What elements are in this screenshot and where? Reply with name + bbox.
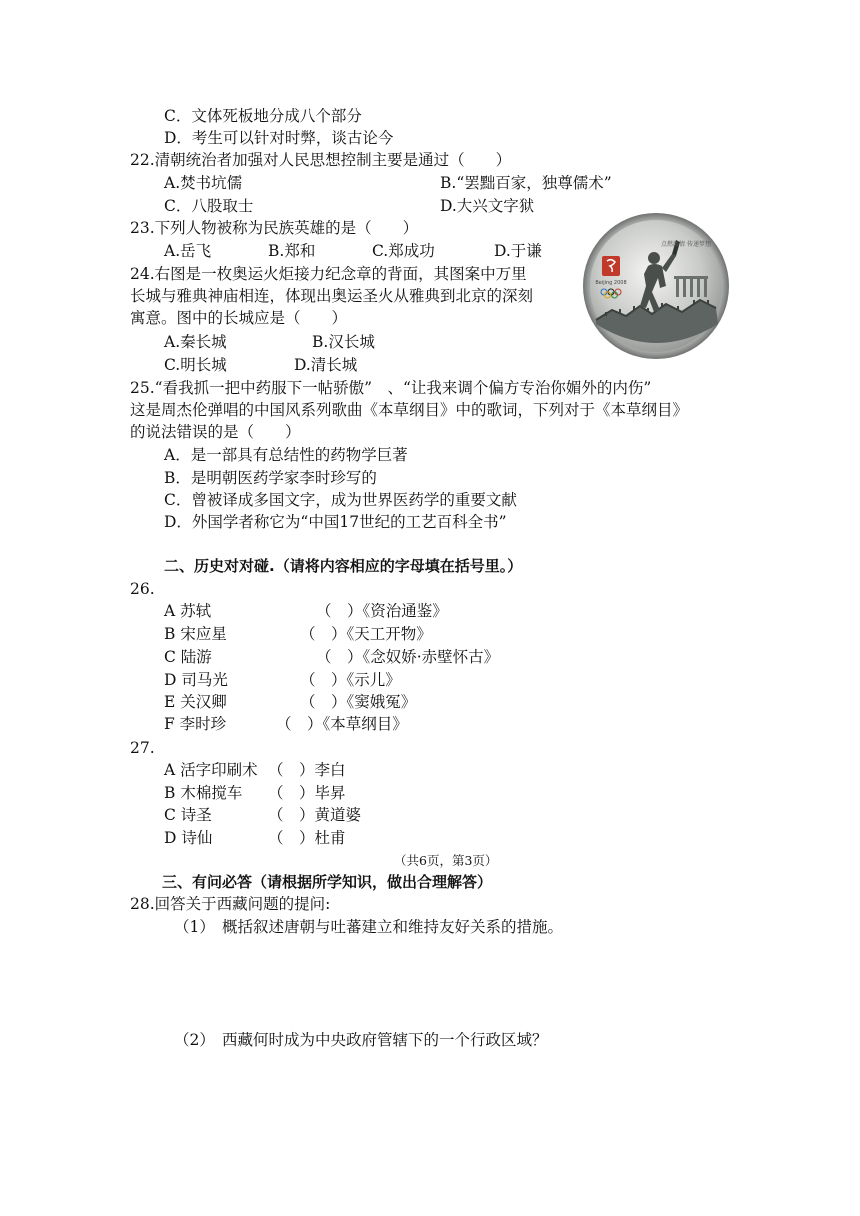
q22-option-d: D.大兴文字狱	[440, 197, 535, 215]
olympic-torch-medal-image	[582, 212, 730, 360]
page-footer: （共6页，第3页）	[394, 853, 498, 868]
q28-stem: 28.回答关于西藏问题的提问:	[130, 895, 331, 913]
q23-option-c: C.郑成功	[372, 242, 435, 260]
q27-left-item: C 诗圣	[164, 806, 212, 824]
q27-right-item: （ ）李白	[268, 761, 346, 779]
q25-line-1: 25.“看我抓一把中药服下一帖骄傲” 、“让我来调个偏方专治你媚外的内伤”	[130, 379, 652, 397]
q26-right-item: （ ）《本草纲目》	[276, 715, 408, 733]
medal-caption-top: 点燃激情 传递梦想	[661, 241, 711, 248]
q22-option-c: C．八股取士	[164, 197, 254, 215]
q27-left-item: D 诗仙	[164, 829, 213, 847]
q26-right-item: （ ）《资治通鉴》	[316, 602, 448, 620]
q27-right-item: （ ）毕昇	[268, 784, 346, 802]
q26-number: 26.	[130, 580, 155, 598]
q26-left-item: E 关汉卿	[164, 693, 227, 711]
q27-right-item: （ ）黄道婆	[268, 806, 362, 824]
q21-option-c: C．文体死板地分成八个部分	[164, 107, 362, 125]
q27-left-item: B 木棉搅车	[164, 784, 243, 802]
medal-caption-left: Beijing 2008	[595, 280, 627, 286]
q24-option-a: A.秦长城	[164, 333, 227, 351]
q25-line-2: 这是周杰伦弹唱的中国风系列歌曲《本草纲目》中的歌词，下列对于《本草纲目》	[130, 401, 689, 419]
q26-left-item: D 司马光	[164, 671, 228, 689]
q24-option-c: C.明长城	[164, 356, 227, 374]
q25-option-d: D．外国学者称它为“中国17世纪的工艺百科全书”	[164, 513, 507, 531]
q26-right-item: （ ）《窦娥冤》	[300, 693, 417, 711]
q26-right-item: （ ）《天工开物》	[300, 625, 432, 643]
q27-left-item: A 活字印刷术	[164, 761, 258, 779]
q27-number: 27.	[130, 739, 155, 757]
q26-right-item: （ ）《念奴娇·赤壁怀古》	[316, 648, 500, 666]
q28-sub2-text: 西藏何时成为中央政府管辖下的一个行政区域？	[222, 1031, 548, 1049]
q22-option-a: A.焚书坑儒	[164, 174, 243, 192]
q28-sub1-number: （1）	[174, 918, 215, 936]
q24-option-d: D.清长城	[294, 356, 358, 374]
q25-option-c: C．曾被译成多国文字，成为世界医药学的重要文献	[164, 491, 517, 509]
q23-option-d: D.于谦	[494, 242, 542, 260]
q27-right-item: （ ）杜甫	[268, 829, 346, 847]
q22-option-b: B.“罢黜百家，独尊儒术”	[440, 174, 612, 192]
q24-line-1: 24.右图是一枚奥运火炬接力纪念章的背面，其图案中万里	[130, 265, 527, 283]
q26-right-item: （ ）《示儿》	[300, 671, 401, 689]
q26-left-item: B 宋应星	[164, 625, 227, 643]
q26-left-item: A 苏轼	[164, 602, 212, 620]
part2-heading: 二、历史对对碰.（请将内容相应的字母填在括号里。）	[164, 557, 523, 575]
part3-heading: 三、有问必答（请根据所学知识，做出合理解答）	[162, 873, 493, 891]
q25-option-b: B．是明朝医药学家李时珍写的	[164, 469, 377, 487]
q22-stem: 22.清朝统治者加强对人民思想控制主要是通过（ ）	[130, 151, 512, 169]
q24-line-3: 寓意。图中的长城应是（ ）	[130, 309, 348, 327]
q24-line-2: 长城与雅典神庙相连，体现出奥运圣火从雅典到北京的深刻	[130, 287, 534, 305]
q23-option-a: A.岳飞	[164, 242, 212, 260]
q21-option-d: D．考生可以针对时弊，谈古论今	[164, 129, 394, 147]
q26-left-item: C 陆游	[164, 648, 212, 666]
q28-sub1-text: 概括叙述唐朝与吐蕃建立和维持友好关系的措施。	[222, 918, 564, 936]
q25-option-a: A．是一部具有总结性的药物学巨著	[164, 446, 408, 464]
q24-option-b: B.汉长城	[312, 333, 375, 351]
q28-sub2-number: （2）	[174, 1031, 215, 1049]
q26-left-item: F 李时珍	[164, 715, 227, 733]
q23-option-b: B.郑和	[268, 242, 316, 260]
q23-stem: 23.下列人物被称为民族英雄的是（ ）	[130, 219, 419, 237]
q25-line-3: 的说法错误的是（ ）	[130, 423, 301, 441]
